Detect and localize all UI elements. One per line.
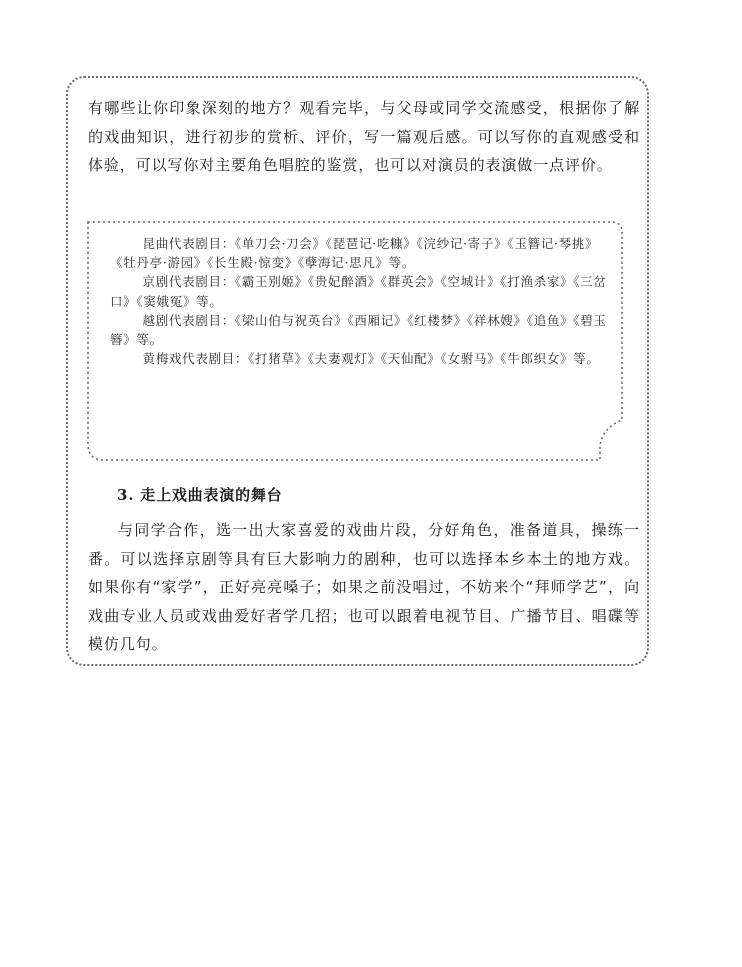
repertoire-list: [110, 234, 610, 368]
repertoire-kunqu: 昆曲代表剧目：《单刀会·刀会》《琵琶记·吃糠》《浣纱记·寄子》《玉簪记·琴挑》《牡丹亭·游园》《长生殿·惊变》《孽海记·思凡》等。: [110, 236, 599, 271]
repertoire-huangmeixi: 黄梅戏代表剧目：《打猪草》《夫妻观灯》《天仙配》《女驸马》《牛郎织女》等。: [142, 351, 600, 367]
repertoire-yueju: 越剧代表剧目：《梁山伯与祝英台》《西厢记》《红楼梦》《祥林嫂》《追鱼》《碧玉簪》等。: [110, 312, 607, 348]
section-heading: 3. 走上戏曲表演的舞台: [117, 486, 283, 504]
intro-paragraph: 有哪些让你印象深刻的地方？观看完毕，与父母或同学交流感受，根据你了解的戏曲知识，进行初步的赏析、评价，写一篇观后感。可以写你的直观感受和体验，可以写你对主要角色唱腔的鉴赏，也可以对演员的表演做一点评价。: [88, 99, 640, 175]
section-body: 与同学合作，选一出大家喜爱的戏曲片段，分好角色，准备道具，操练一番。可以选择京剧等具有巨大影响力的剧种，也可以选择本乡本土的地方戏。如果你有“家学”，正好亮亮嗓子；如果之前没唱过，不妨来个“拜师学艺”，向戏曲专业人员或戏曲爱好者学几招；也可以跟着电视节目、广播节目、唱碟等模仿几句。: [88, 521, 640, 654]
repertoire-jingju: 京剧代表剧目：《霸王别姬》《贵妃醉酒》《群英会》《空城计》《打渔杀家》《三岔口》《窦娥冤》等。: [110, 274, 607, 309]
